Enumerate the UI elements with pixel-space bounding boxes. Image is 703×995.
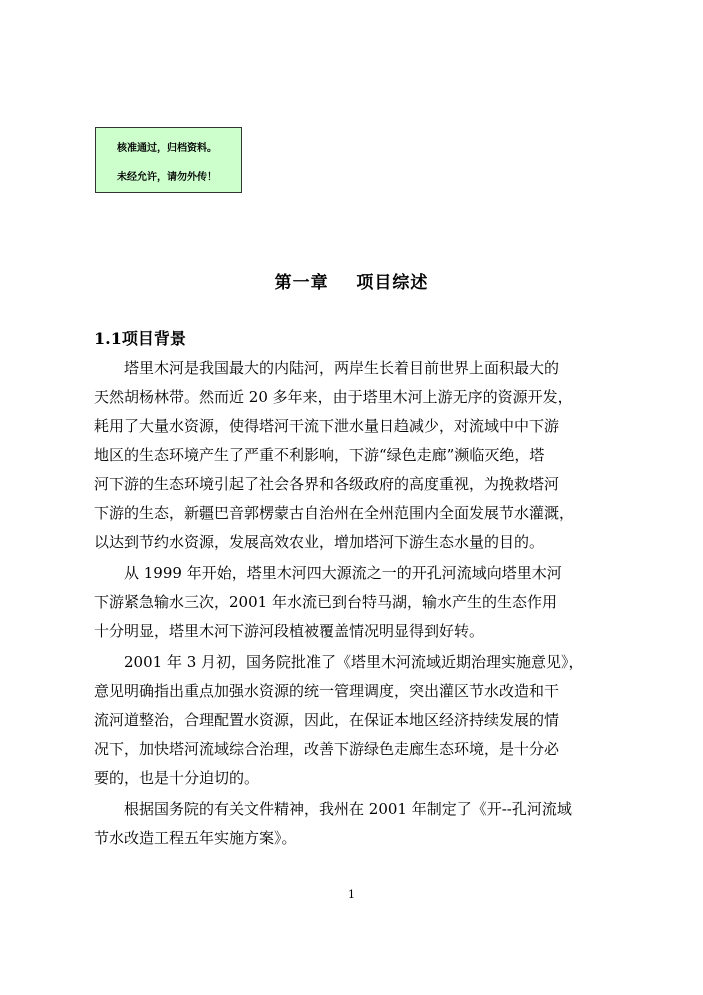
paragraph-line: 况下，加快塔河流域综合治理，改善下游绿色走廊生态环境，是十分必 xyxy=(94,740,560,758)
paragraph-line: 意见明确指出重点加强水资源的统一管理调度，突出灌区节水改造和干 xyxy=(94,682,560,700)
approval-stamp xyxy=(95,127,242,193)
paragraph-line: 从 1999 年开始，塔里木河四大源流之一的开孔河流域向塔里木河 xyxy=(124,564,562,582)
paragraph-line: 地区的生态环境产生了严重不利影响，下游“绿色走廊”濒临灭绝，塔 xyxy=(94,446,545,464)
section-heading: 1.1项目背景 xyxy=(94,329,186,348)
paragraph-line: 耗用了大量水资源，使得塔河干流下泄水量日趋减少，对流域中中下游 xyxy=(94,417,560,435)
paragraph-line: 天然胡杨林带。然而近 20 多年来，由于塔里木河上游无序的资源开发， xyxy=(94,388,573,406)
paragraph-line: 根据国务院的有关文件精神，我州在 2001 年制定了《开--孔河流域 xyxy=(124,800,572,818)
stamp-text-approved: 核准通过，归档资料。 xyxy=(117,143,217,154)
paragraph-line: 流河道整治，合理配置水资源，因此，在保证本地区经济持续发展的情 xyxy=(94,711,560,729)
paragraph-line: 下游的生态，新疆巴音郭楞蒙古自治州在全州范围内全面发展节水灌溉， xyxy=(94,504,575,522)
stamp-text-confidential: 未经允许，请勿外传！ xyxy=(117,172,217,183)
paragraph-line: 塔里木河是我国最大的内陆河，两岸生长着目前世界上面积最大的 xyxy=(124,359,560,377)
paragraph-line: 要的，也是十分迫切的。 xyxy=(94,769,260,787)
paragraph-line: 2001 年 3 月初，国务院批准了《塔里木河流域近期治理实施意见》， xyxy=(124,653,584,671)
paragraph-line: 河下游的生态环境引起了社会各界和各级政府的高度重视，为挽救塔河 xyxy=(94,475,560,493)
paragraph-line: 节水改造工程五年实施方案》。 xyxy=(94,829,297,847)
chapter-title: 第一章 项目综述 xyxy=(274,273,429,293)
paragraph-line: 以达到节约水资源，发展高效农业，增加塔河下游生态水量的目的。 xyxy=(94,533,545,551)
page-number: 1 xyxy=(348,888,355,901)
paragraph-line: 十分明显，塔里木河下游河段植被覆盖情况明显得到好转。 xyxy=(94,622,485,640)
paragraph-line: 下游紧急输水三次，2001 年水流已到台特马湖，输水产生的生态作用 xyxy=(94,593,557,611)
